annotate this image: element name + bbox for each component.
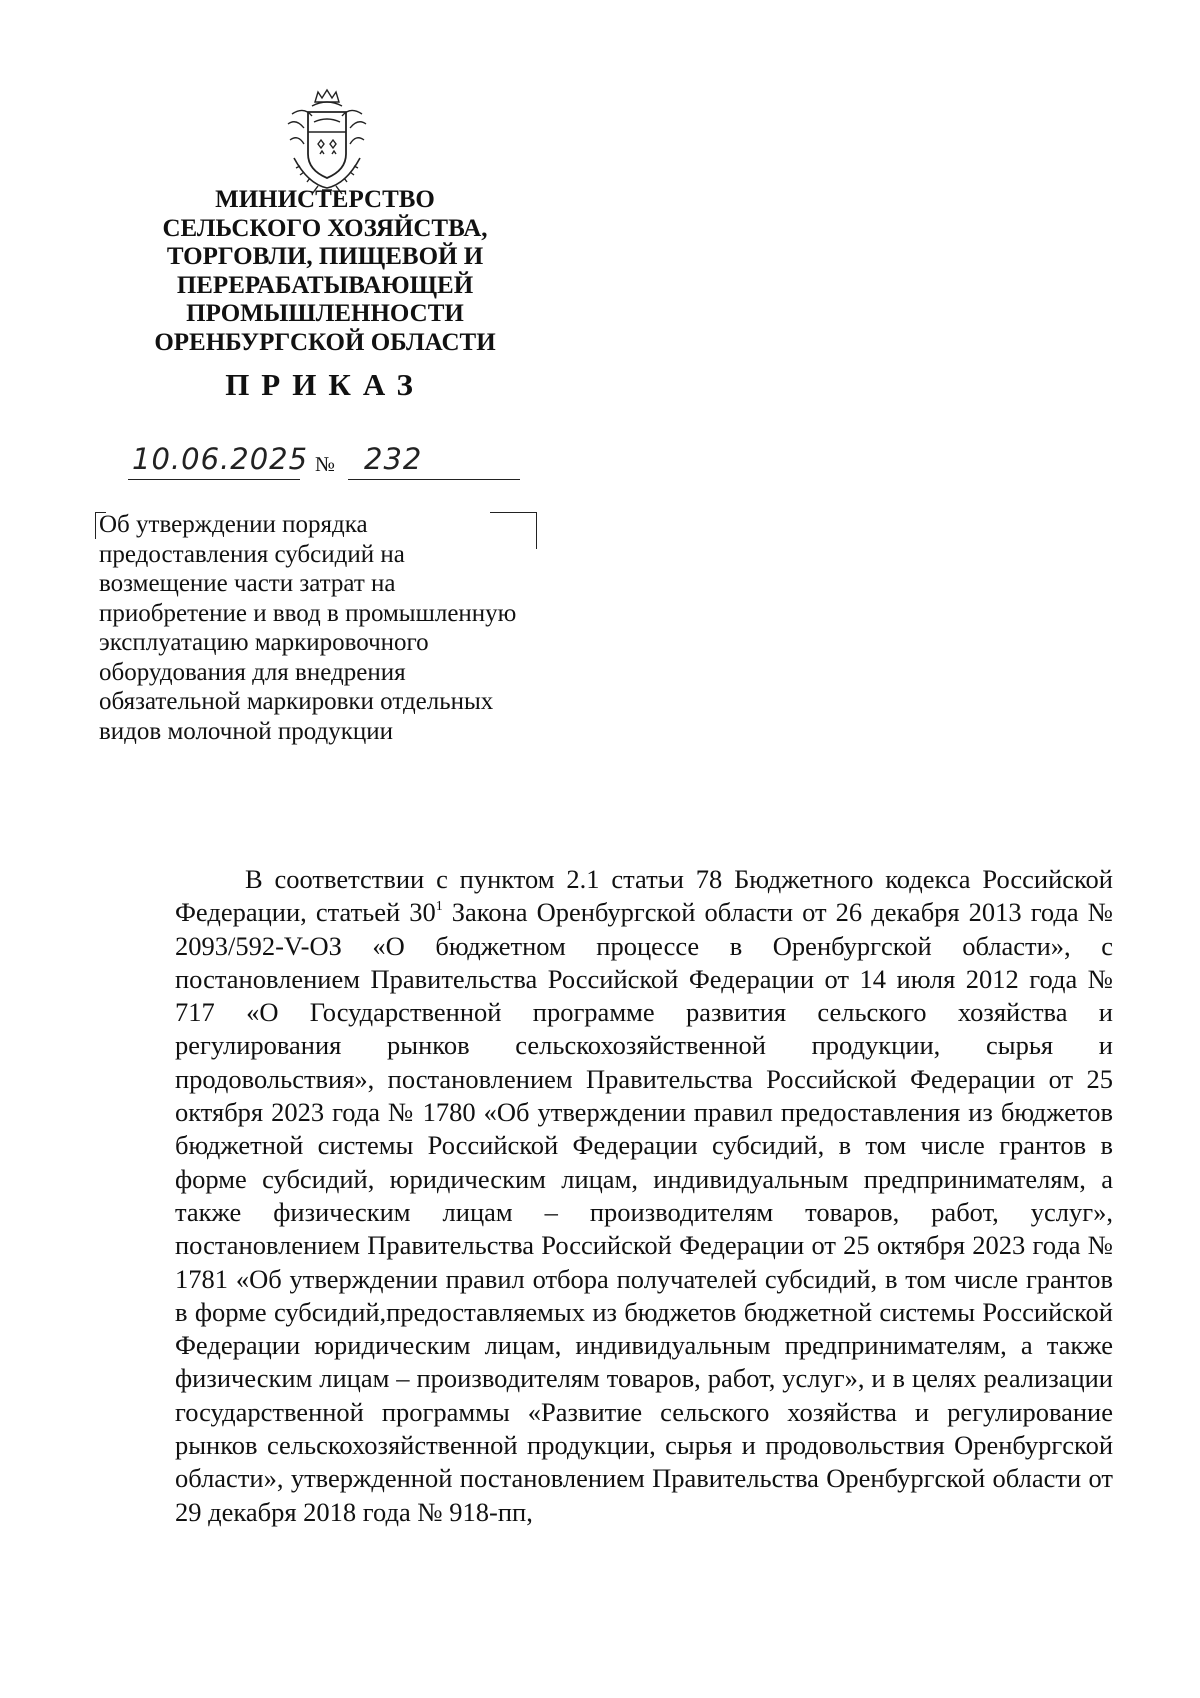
org-line: ПЕРЕРАБАТЫВАЮЩЕЙ bbox=[176, 271, 474, 299]
subject-line: предоставления субсидий на bbox=[99, 540, 405, 568]
handwritten-date: 10.06.2025 bbox=[132, 442, 309, 476]
subject-line: возмещение части затрат на bbox=[99, 570, 396, 597]
order-subject bbox=[99, 510, 559, 746]
issuing-authority bbox=[150, 186, 500, 357]
date-number-line bbox=[128, 442, 528, 480]
org-line: ОРЕНБУРГСКОЙ ОБЛАСТИ bbox=[154, 328, 496, 356]
org-line: ПРОМЫШЛЕННОСТИ bbox=[186, 300, 464, 327]
date-underline bbox=[128, 479, 300, 480]
handwritten-number: 232 bbox=[364, 442, 423, 476]
org-line: СЕЛЬСКОГО ХОЗЯЙСТВА, bbox=[162, 214, 488, 242]
number-sign: № bbox=[315, 452, 336, 476]
org-line: ТОРГОВЛИ, ПИЩЕВОЙ И bbox=[166, 243, 484, 270]
subject-line: приобретение и ввод в промышленную bbox=[99, 599, 517, 627]
org-line: МИНИСТЕРСТВО bbox=[215, 186, 435, 213]
subject-line: оборудования для внедрения bbox=[99, 658, 406, 686]
coat-of-arms-icon bbox=[282, 88, 372, 196]
number-underline bbox=[348, 479, 520, 480]
preamble-text-1: В соответствии с пунктом 2.1 статьи 78 Бюджетного кодекса Российской Федерации, статьей 30 bbox=[175, 864, 1113, 928]
document-type: ПРИКАЗ bbox=[225, 367, 425, 402]
subject-line: обязательной маркировки отдельных bbox=[99, 688, 494, 715]
preamble-paragraph bbox=[175, 863, 1113, 1529]
superscript: 1 bbox=[435, 899, 443, 915]
subject-line: Об утверждении порядка bbox=[99, 511, 368, 538]
subject-line: эксплуатацию маркировочного bbox=[99, 629, 429, 656]
subject-line: видов молочной продукции bbox=[99, 717, 394, 745]
preamble-text-2: Закона Оренбургской области от 26 декабря 2013 года № 2093/592-V-ОЗ «О бюджетном процессе в Оренбургской области», с постановлением Правительства Российской Федерации от 14 июля 2012 года № 717 «О Государственной программе развития сельского хозяйства и регулирования рынков сельскохозяйственной продукции, сырья и продовольствия», постановлением Правительства Российской Федерации от 25 октября 2023 года № 1780 «Об утверждении правил предоставления из бюджетов бюджетной системы Российской Федерации субсидий, в том числе грантов в форме субсидий, юридическим лицам, индивидуальным предпринимателям, а также физическим лицам – производителям товаров, работ, услуг», постановлением Правительства Российской Федерации от 25 октября 2023 года № 1781 «Об утверждении правил отбора получателей субсидий, в том числе грантов в форме субсидий,предоставляемых из бюджетов бюджетной системы Российской Федерации юридическим лицам, индивидуальным предпринимателям, а также физическим лицам – производителям товаров, работ, услуг», и в целях реализации государственной программы «Развитие сельского хозяйства и регулирование рынков сельскохозяйственной продукции, сырья и продовольствия Оренбургской области», утвержденной постановлением Правительства Оренбургской области от 29 декабря 2018 года № 918-пп, bbox=[175, 897, 1113, 1527]
